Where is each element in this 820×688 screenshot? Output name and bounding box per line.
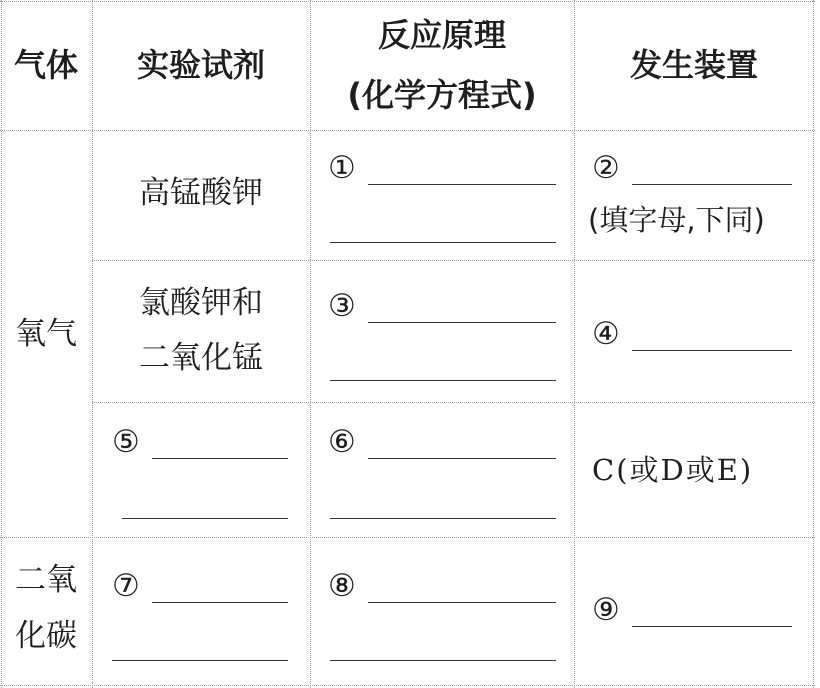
row-divider xyxy=(92,260,815,261)
row-divider xyxy=(0,685,815,686)
device-answer-c: C(或D或E) xyxy=(592,453,754,487)
reagent-kmno4: 高锰酸钾 xyxy=(139,175,263,211)
gas-oxygen: 氧气 xyxy=(15,316,77,352)
answer-blank-1a[interactable] xyxy=(368,184,556,185)
header-gas: 气体 xyxy=(13,46,78,84)
answer-blank-6a[interactable] xyxy=(368,458,556,459)
blank-number-3: ③ xyxy=(328,288,356,324)
answer-blank-6b[interactable] xyxy=(330,518,556,519)
answer-blank-8a[interactable] xyxy=(368,602,556,603)
row-divider xyxy=(0,130,815,131)
gas-co2-line2: 化碳 xyxy=(15,618,77,654)
answer-blank-2[interactable] xyxy=(632,184,792,185)
blank-number-8: ⑧ xyxy=(328,568,356,604)
answer-blank-1b[interactable] xyxy=(330,242,556,243)
header-device: 发生装置 xyxy=(629,46,758,84)
answer-blank-9[interactable] xyxy=(632,626,792,627)
column-divider xyxy=(813,0,814,688)
blank-number-5: ⑤ xyxy=(112,424,140,460)
device-note: (填字母,下同) xyxy=(588,203,765,237)
blank-number-4: ④ xyxy=(592,316,620,352)
answer-blank-5a[interactable] xyxy=(152,458,288,459)
answer-blank-4[interactable] xyxy=(632,350,792,351)
header-principle: 反应原理 xyxy=(377,16,506,54)
blank-number-1: ① xyxy=(328,150,356,186)
answer-blank-7a[interactable] xyxy=(152,602,288,603)
answer-blank-3b[interactable] xyxy=(330,380,556,381)
blank-number-2: ② xyxy=(592,150,620,186)
answer-blank-8b[interactable] xyxy=(330,660,556,661)
column-divider xyxy=(574,0,575,688)
reagent-kclo3-line1: 氯酸钾和 xyxy=(139,285,263,321)
header-reagent: 实验试剂 xyxy=(136,46,265,84)
row-divider xyxy=(0,537,815,538)
row-divider xyxy=(92,402,815,403)
answer-blank-5b[interactable] xyxy=(122,518,288,519)
row-divider xyxy=(0,1,815,2)
header-principle-sub: (化学方程式) xyxy=(347,76,537,114)
answer-blank-7b[interactable] xyxy=(112,660,288,661)
reagent-kclo3-line2: 二氧化锰 xyxy=(139,340,263,376)
blank-number-7: ⑦ xyxy=(112,568,140,604)
blank-number-9: ⑨ xyxy=(592,592,620,628)
answer-blank-3a[interactable] xyxy=(368,322,556,323)
blank-number-6: ⑥ xyxy=(328,424,356,460)
gas-co2-line1: 二氧 xyxy=(15,562,77,598)
